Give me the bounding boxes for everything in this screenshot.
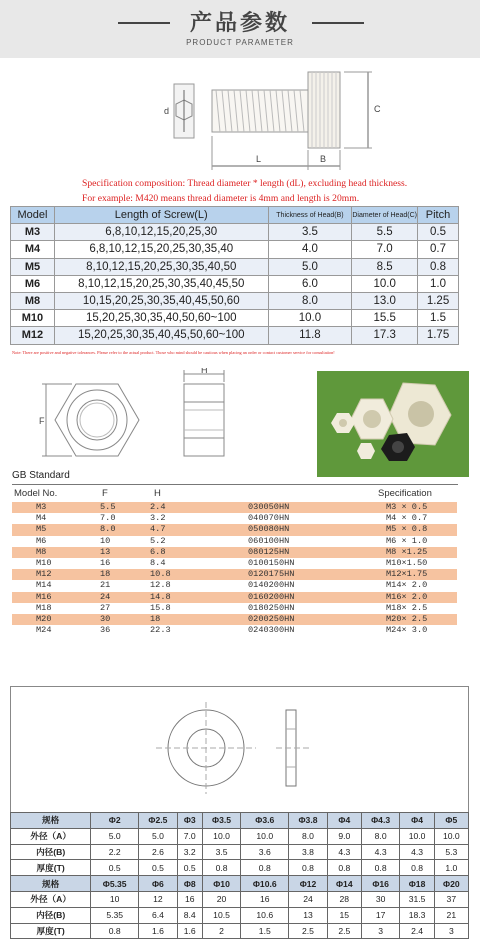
cell: 10.0 — [241, 828, 289, 844]
cell: M8 — [11, 292, 55, 309]
page-title: 产品参数 — [189, 11, 290, 36]
cell: 18 — [100, 569, 111, 580]
cell: 10.0 — [400, 828, 434, 844]
cell: Φ4.3 — [361, 813, 400, 829]
cell: 11.8 — [268, 327, 352, 344]
cell: 13 — [100, 546, 111, 557]
cell: 0160200HN — [248, 591, 295, 602]
table-row — [12, 558, 457, 569]
cell: 8,10,12,15,20,25,30,35,40,45,50 — [54, 275, 268, 292]
cell: Φ20 — [434, 876, 468, 892]
tolerance-note: Note: There are positive and negative tolerances. Please refer to the actual product. Those who mind should be cautious when placing an order or contact customer service for consultation! — [12, 350, 335, 355]
cell: 36 — [100, 625, 111, 636]
cell: Φ4 — [327, 813, 361, 829]
cell: 7.0 — [100, 513, 116, 524]
table-header-row — [11, 876, 469, 892]
table-row — [12, 536, 457, 547]
screw-drawing — [160, 66, 390, 176]
cell: 28 — [327, 891, 361, 907]
table-header-row — [11, 207, 459, 224]
gb-nut-table — [12, 488, 457, 636]
cell: 13.0 — [352, 292, 418, 309]
table-row — [12, 580, 457, 591]
cell: 8.0 — [289, 828, 328, 844]
cell: 2.5 — [289, 923, 328, 939]
cell: 3.5 — [268, 224, 352, 241]
cell: 37 — [434, 891, 468, 907]
cell: 31.5 — [400, 891, 434, 907]
cell: 外径（A） — [11, 828, 91, 844]
cell: M20 — [36, 613, 52, 624]
cell: 0.8 — [418, 258, 459, 275]
cell: M3 — [11, 224, 55, 241]
cell: 0180250HN — [248, 602, 295, 613]
cell: 2.4 — [400, 923, 434, 939]
cell: 10,15,20,25,30,35,40,45,50,60 — [54, 292, 268, 309]
cell: 3.2 — [150, 513, 166, 524]
col-pitch: Pitch — [418, 207, 459, 224]
cell: Φ10 — [202, 876, 241, 892]
cell: 2 — [202, 923, 241, 939]
cell: M18× 2.5 — [386, 602, 428, 613]
cell: 规格 — [11, 876, 91, 892]
col-head-thickness: Thickness of Head(B) — [268, 207, 352, 224]
cell: 2.6 — [139, 844, 178, 860]
table-row — [12, 513, 457, 524]
cell: 030050HN — [248, 502, 290, 512]
cell: M14× 2.0 — [386, 580, 428, 591]
cell: 0.5 — [139, 860, 178, 876]
cell: 4.7 — [150, 524, 166, 535]
cell: 30 — [361, 891, 400, 907]
cell: M16 — [36, 591, 52, 602]
dim-d: d — [164, 106, 170, 116]
table-row — [11, 907, 469, 923]
cell: Φ4 — [400, 813, 434, 829]
cell: 5.0 — [268, 258, 352, 275]
note-spec-composition: Specification composition: Thread diameter * length (dL), excluding head thickness. — [82, 178, 408, 189]
col-model: Model — [11, 207, 55, 224]
cell: 规格 — [11, 813, 91, 829]
cell: M12 — [36, 569, 52, 580]
cell: 5.2 — [150, 535, 166, 546]
cell: 1.6 — [177, 923, 202, 939]
cell: 5.0 — [91, 828, 139, 844]
cell: M24× 3.0 — [386, 625, 428, 636]
cell: 10.0 — [434, 828, 468, 844]
cell: M3 — [36, 502, 47, 512]
cell: M4 × 0.7 — [386, 513, 428, 524]
page-header — [0, 0, 480, 58]
cell: 0.5 — [177, 860, 202, 876]
cell: 0.8 — [202, 860, 241, 876]
cell: Φ10.6 — [241, 876, 289, 892]
cell: M3 × 0.5 — [386, 502, 428, 512]
cell: 4.3 — [361, 844, 400, 860]
cell: 040070HN — [248, 513, 290, 524]
cell: 5.5 — [352, 224, 418, 241]
cell: 15.5 — [352, 310, 418, 327]
cell: 8.0 — [268, 292, 352, 309]
cell: M4 — [36, 513, 47, 524]
cell: 7.0 — [177, 828, 202, 844]
cell: 15 — [327, 907, 361, 923]
cell: 6,8,10,12,15,20,25,30,35,40 — [54, 241, 268, 258]
cell: M10 — [11, 310, 55, 327]
cell: 8,10,12,15,20,25,30,35,40,50 — [54, 258, 268, 275]
cell: 3 — [434, 923, 468, 939]
cell: 0.8 — [400, 860, 434, 876]
table-row — [11, 860, 469, 876]
cell: 17 — [361, 907, 400, 923]
cell: 0.5 — [418, 224, 459, 241]
cell: 3.2 — [177, 844, 202, 860]
cell: 0.8 — [361, 860, 400, 876]
cell: Φ5 — [434, 813, 468, 829]
washer-spec-table — [10, 812, 469, 939]
cell: M16× 2.0 — [386, 591, 428, 602]
cell: 6.4 — [139, 907, 178, 923]
cell: 17.3 — [352, 327, 418, 344]
cell: 2.4 — [150, 502, 166, 512]
cell: M12 — [11, 327, 55, 344]
cell: 0.7 — [418, 241, 459, 258]
cell: M5 × 0.8 — [386, 524, 428, 535]
table-row — [12, 547, 457, 558]
cell: 2.2 — [91, 844, 139, 860]
cell: 厚度(T) — [11, 923, 91, 939]
table-row — [11, 275, 459, 292]
cell: Φ3 — [177, 813, 202, 829]
cell: 10.0 — [352, 275, 418, 292]
cell: Φ3.5 — [202, 813, 241, 829]
cell: 10.6 — [241, 907, 289, 923]
cell: 30 — [100, 613, 111, 624]
cell: 1.0 — [434, 860, 468, 876]
cell: 0140200HN — [248, 580, 295, 591]
cell: 12 — [139, 891, 178, 907]
table-row — [12, 614, 457, 625]
cell: Φ3.6 — [241, 813, 289, 829]
cell: M12×1.75 — [386, 569, 428, 580]
cell: 3.6 — [241, 844, 289, 860]
note-example: For example: M420 means thread diameter is 4mm and length is 20mm. — [82, 193, 360, 204]
cell: 10 — [91, 891, 139, 907]
cell: 22.3 — [150, 625, 171, 636]
cell: 5.0 — [139, 828, 178, 844]
cell: M4 — [11, 241, 55, 258]
washer-drawing — [150, 696, 340, 806]
cell: 24 — [289, 891, 328, 907]
table-row — [12, 625, 457, 636]
cell: 1.25 — [418, 292, 459, 309]
cell: 4.3 — [400, 844, 434, 860]
cell: 080125HN — [248, 546, 290, 557]
cell: 3 — [361, 923, 400, 939]
cell: 27 — [100, 602, 111, 613]
dim-c: C — [374, 104, 381, 114]
cell: M20× 2.5 — [386, 613, 428, 624]
cell: 8.5 — [352, 258, 418, 275]
col-specification: Specification — [378, 488, 432, 499]
cell: 8.4 — [177, 907, 202, 923]
cell: 4.0 — [268, 241, 352, 258]
col-f: F — [102, 488, 108, 499]
table-row — [12, 603, 457, 614]
cell: 内径(B) — [11, 844, 91, 860]
table-header-row — [12, 488, 457, 502]
cell: M6 — [36, 535, 47, 546]
cell: Φ6 — [139, 876, 178, 892]
table-row — [12, 502, 457, 513]
table-row — [12, 592, 457, 603]
cell: 0.5 — [91, 860, 139, 876]
cell: 内径(B) — [11, 907, 91, 923]
table-row — [11, 224, 459, 241]
cell: 6.0 — [268, 275, 352, 292]
cell: 16 — [177, 891, 202, 907]
cell: 050080HN — [248, 524, 290, 535]
gb-standard-label: GB Standard — [12, 470, 70, 481]
cell: Φ12 — [289, 876, 328, 892]
cell: 6.8 — [150, 546, 166, 557]
cell: 15,20,25,30,35,40,45,50,60~100 — [54, 327, 268, 344]
table-row — [11, 310, 459, 327]
cell: 0240300HN — [248, 625, 295, 636]
cell: M10×1.50 — [386, 557, 428, 568]
cell: 10.8 — [150, 569, 171, 580]
cell: 4.3 — [327, 844, 361, 860]
cell: Φ2.5 — [139, 813, 178, 829]
cell: 8.4 — [150, 557, 166, 568]
table-row — [11, 258, 459, 275]
cell: 2.5 — [327, 923, 361, 939]
cell: 20 — [202, 891, 241, 907]
cell: M5 — [36, 524, 47, 535]
cell: 13 — [289, 907, 328, 923]
dim-h: H — [201, 368, 208, 375]
cell: 10.5 — [202, 907, 241, 923]
cell: M5 — [11, 258, 55, 275]
nut-photo — [317, 371, 469, 477]
cell: 14.8 — [150, 591, 171, 602]
cell: 8.0 — [361, 828, 400, 844]
cell: 厚度(T) — [11, 860, 91, 876]
cell: Φ14 — [327, 876, 361, 892]
cell: 18.3 — [400, 907, 434, 923]
table-row — [11, 891, 469, 907]
header-line-right — [312, 22, 364, 24]
cell: 21 — [434, 907, 468, 923]
cell: Φ3.8 — [289, 813, 328, 829]
cell: 18 — [150, 613, 161, 624]
cell: 3.5 — [202, 844, 241, 860]
cell: 6,8,10,12,15,20,25,30 — [54, 224, 268, 241]
cell: Φ18 — [400, 876, 434, 892]
cell: 1.6 — [139, 923, 178, 939]
col-h: H — [154, 488, 161, 499]
cell: 10.0 — [202, 828, 241, 844]
col-length: Length of Screw(L) — [54, 207, 268, 224]
cell: 5.3 — [434, 844, 468, 860]
dim-b: B — [320, 154, 327, 164]
cell: Φ5.35 — [91, 876, 139, 892]
cell: 0.8 — [327, 860, 361, 876]
cell: 1.0 — [418, 275, 459, 292]
cell: 1.5 — [418, 310, 459, 327]
cell: 24 — [100, 591, 111, 602]
table-row — [11, 241, 459, 258]
cell: Φ16 — [361, 876, 400, 892]
table-row — [11, 844, 469, 860]
table-header-row — [11, 813, 469, 829]
cell: 外径（A） — [11, 891, 91, 907]
cell: 0200250HN — [248, 613, 295, 624]
cell: M24 — [36, 625, 52, 636]
cell: 0.8 — [241, 860, 289, 876]
cell: 8.0 — [100, 524, 116, 535]
cell: 15,20,25,30,35,40,50,60~100 — [54, 310, 268, 327]
table-row — [12, 569, 457, 580]
screw-spec-table — [10, 206, 459, 345]
cell: 0.8 — [289, 860, 328, 876]
dim-l: L — [256, 154, 262, 164]
cell: 060100HN — [248, 535, 290, 546]
page-subtitle: PRODUCT PARAMETER — [186, 38, 294, 47]
cell: 0100150HN — [248, 557, 295, 568]
cell: M6 × 1.0 — [386, 535, 428, 546]
cell: Φ2 — [91, 813, 139, 829]
cell: 0120175HN — [248, 569, 295, 580]
table-row — [11, 923, 469, 939]
cell: 7.0 — [352, 241, 418, 258]
cell: M8 ×1.25 — [386, 546, 428, 557]
cell: M18 — [36, 602, 52, 613]
cell: 10 — [100, 535, 111, 546]
cell: M6 — [11, 275, 55, 292]
cell: 12.8 — [150, 580, 171, 591]
cell: 3.8 — [289, 844, 328, 860]
dim-f: F — [39, 416, 45, 426]
cell: 16 — [100, 557, 111, 568]
cell: 5.35 — [91, 907, 139, 923]
cell: 0.8 — [91, 923, 139, 939]
cell: Φ8 — [177, 876, 202, 892]
table-row — [12, 524, 457, 535]
hex-nut-drawing — [36, 368, 246, 468]
divider — [12, 484, 458, 485]
cell: 16 — [241, 891, 289, 907]
cell: 9.0 — [327, 828, 361, 844]
table-row — [11, 828, 469, 844]
cell: 1.75 — [418, 327, 459, 344]
cell: M14 — [36, 580, 52, 591]
col-head-diameter: Diameter of Head(C) — [352, 207, 418, 224]
table-row — [11, 327, 459, 344]
cell: 5.5 — [100, 502, 116, 512]
cell: 21 — [100, 580, 111, 591]
cell: 15.8 — [150, 602, 171, 613]
col-model-no: Model No. — [14, 488, 58, 499]
table-row — [11, 292, 459, 309]
cell: 10.0 — [268, 310, 352, 327]
cell: M8 — [36, 546, 47, 557]
cell: 1.5 — [241, 923, 289, 939]
cell: M10 — [36, 557, 52, 568]
